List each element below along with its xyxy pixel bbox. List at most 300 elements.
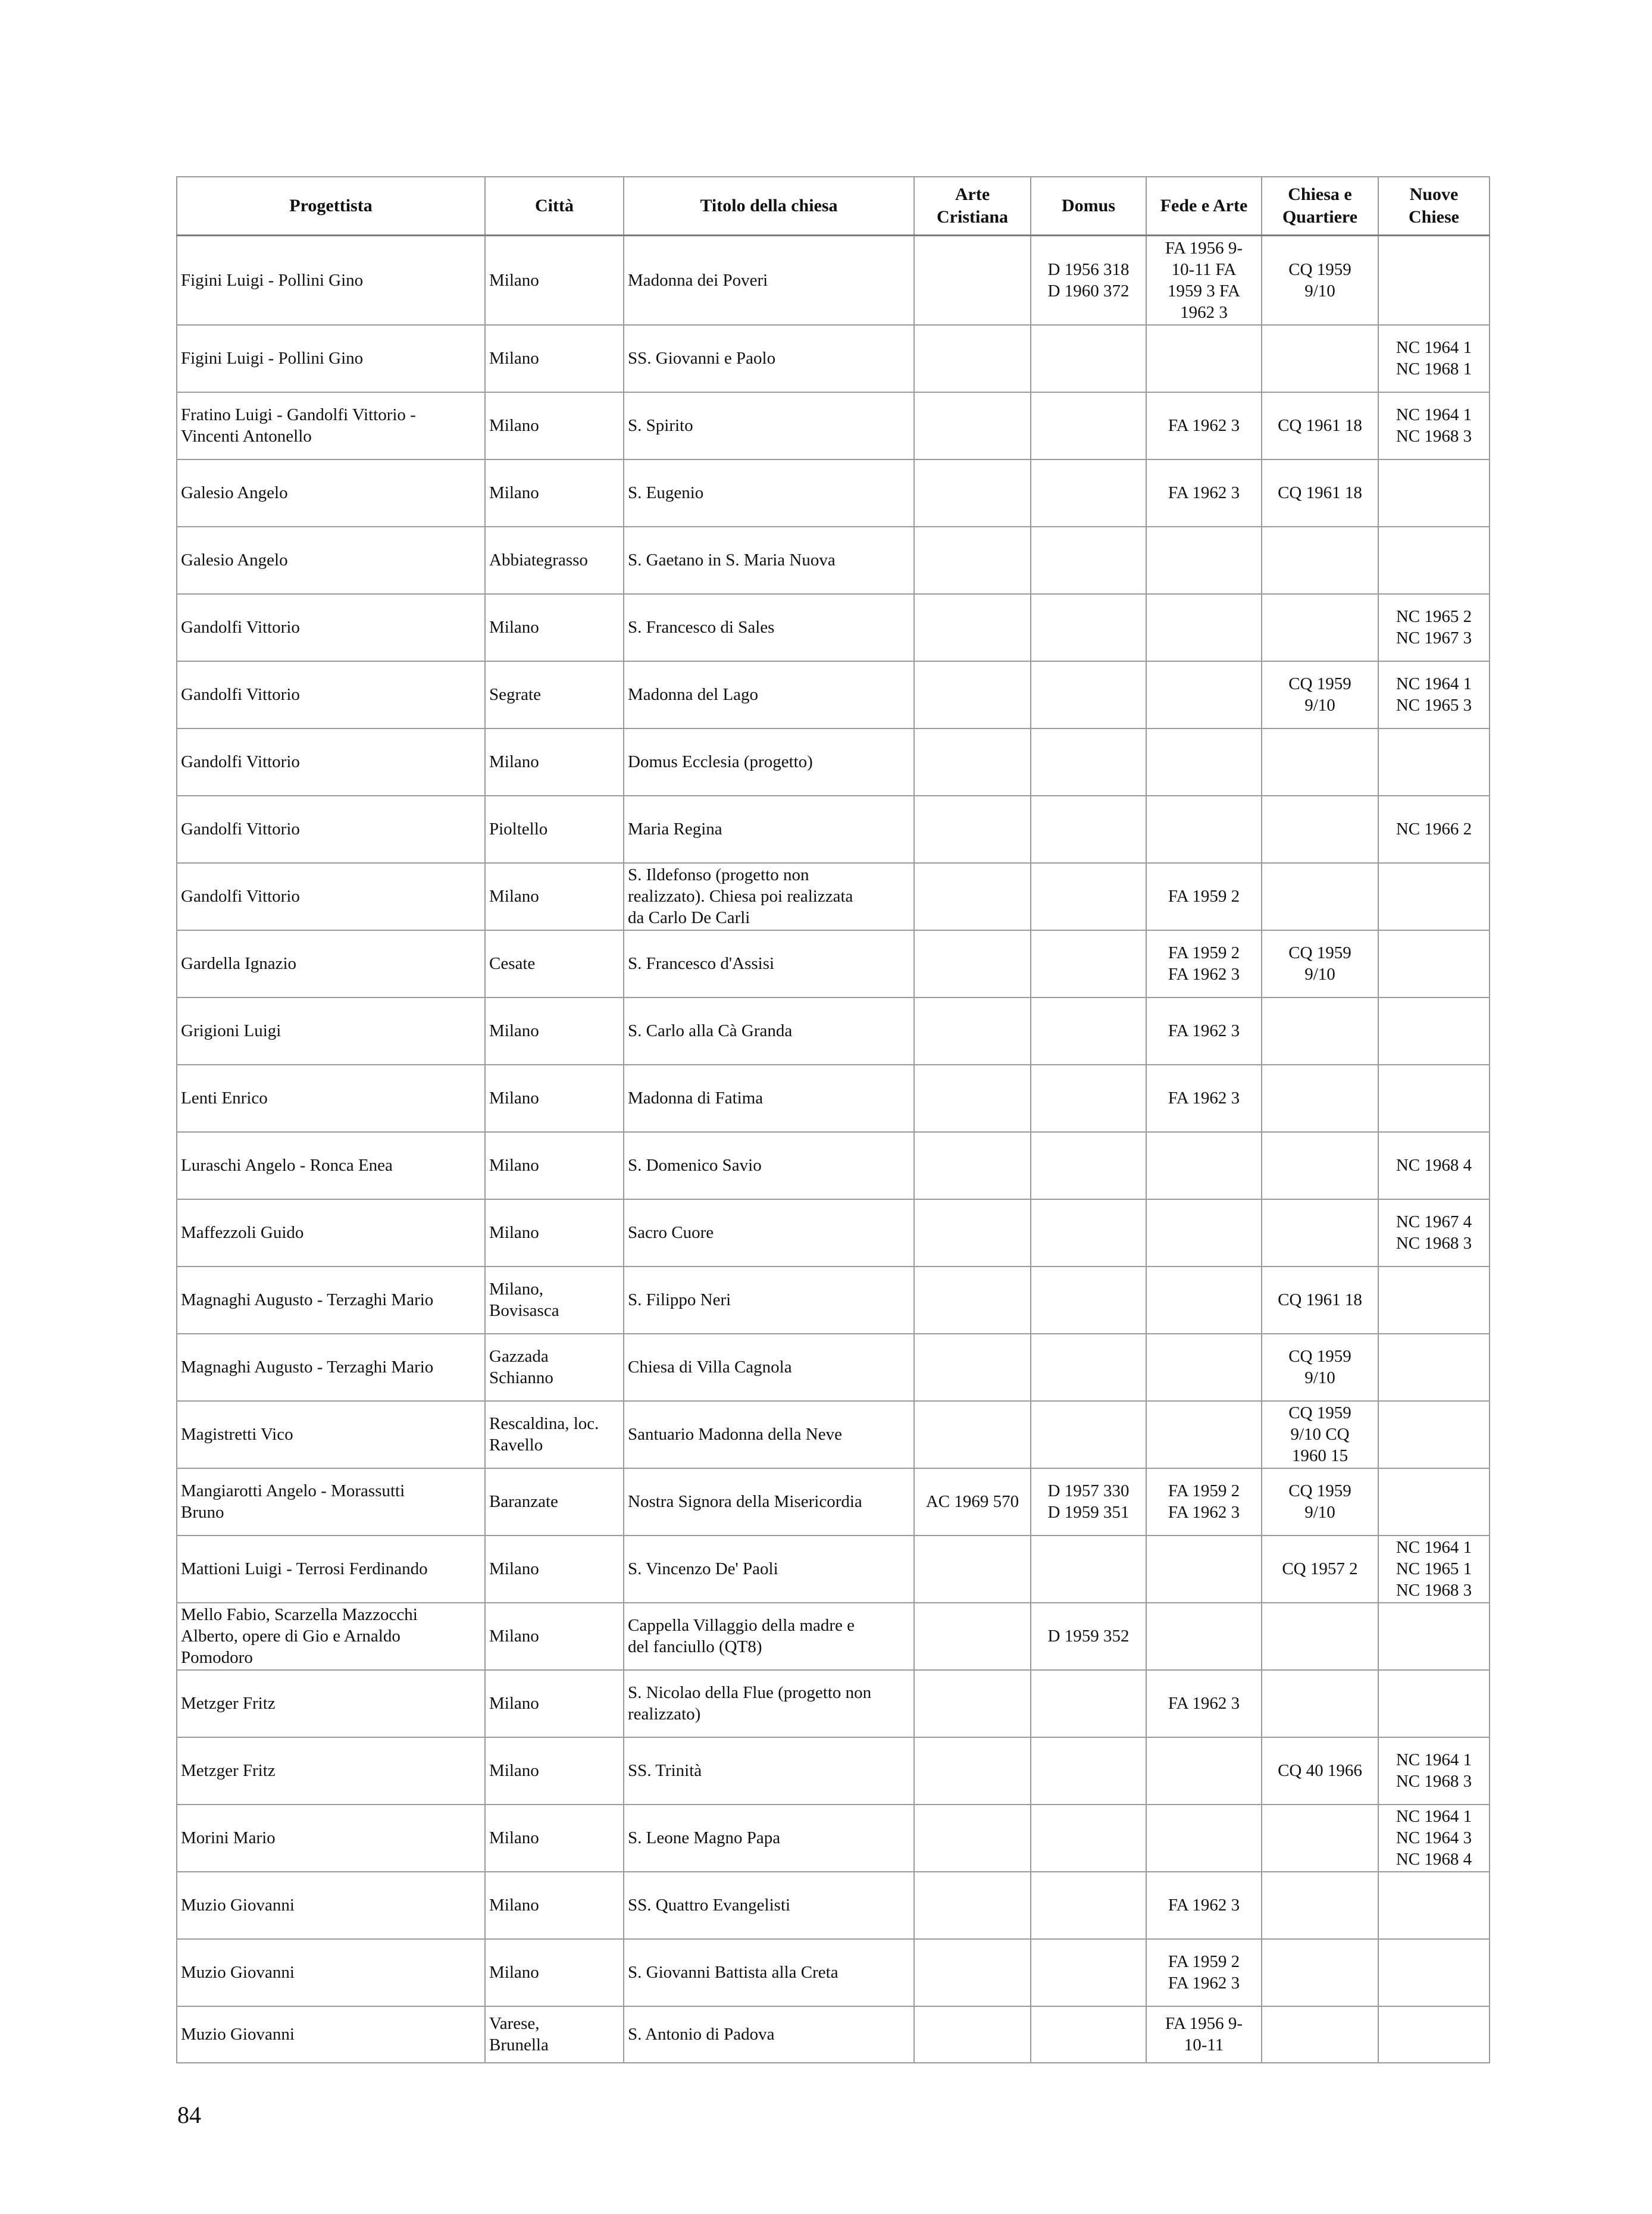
cell-text: Milano (489, 752, 539, 771)
cell-domus (1031, 1132, 1146, 1199)
table-row (177, 1199, 1490, 1267)
cell-arte-cristiana (914, 1737, 1031, 1805)
cell-nuove-chiese (1378, 527, 1490, 594)
cell-titolo (624, 1468, 914, 1536)
cell-nuove-chiese (1378, 930, 1490, 997)
cell-chiesa-e-quartiere (1262, 392, 1378, 459)
cell-text: Milano, Bovisasca (489, 1280, 559, 1320)
cell-titolo (624, 863, 914, 930)
table-row (177, 1065, 1490, 1132)
cell-titolo (624, 459, 914, 527)
cell-text: NC 1964 1 NC 1965 1 NC 1968 3 (1396, 1538, 1472, 1600)
cell-titolo (624, 392, 914, 459)
cell-text: SS. Giovanni e Paolo (628, 349, 776, 368)
cell-domus (1031, 2006, 1146, 2063)
cell-domus (1031, 1401, 1146, 1468)
cell-fede-e-arte (1146, 930, 1262, 997)
cell-text: Gandolfi Vittorio (181, 752, 300, 771)
cell-text: Cesate (489, 954, 536, 973)
cell-chiesa-e-quartiere (1262, 930, 1378, 997)
cell-arte-cristiana (914, 1536, 1031, 1603)
cell-chiesa-e-quartiere (1262, 1267, 1378, 1334)
cell-text: FA 1962 3 (1168, 1896, 1240, 1915)
cell-titolo (624, 930, 914, 997)
cell-text: Milano (489, 1963, 539, 1982)
cell-progettista (177, 1603, 485, 1670)
cell-nuove-chiese (1378, 459, 1490, 527)
cell-nuove-chiese (1378, 325, 1490, 392)
cell-text: Madonna di Fatima (628, 1089, 764, 1108)
table-row (177, 2006, 1490, 2063)
cell-citta (485, 236, 624, 325)
cell-text: S. Gaetano in S. Maria Nuova (628, 551, 836, 570)
cell-titolo (624, 997, 914, 1065)
cell-progettista (177, 1737, 485, 1805)
cell-text: FA 1962 3 (1168, 1694, 1240, 1713)
cell-fede-e-arte (1146, 1670, 1262, 1737)
cell-text: Muzio Giovanni (181, 2025, 295, 2044)
cell-chiesa-e-quartiere (1262, 1939, 1378, 2006)
table-row (177, 459, 1490, 527)
cell-citta (485, 1603, 624, 1670)
cell-domus (1031, 1603, 1146, 1670)
page-number: 84 (177, 2102, 201, 2128)
cell-nuove-chiese (1378, 1670, 1490, 1737)
table-row (177, 661, 1490, 728)
cell-arte-cristiana (914, 863, 1031, 930)
cell-text: Chiesa di Villa Cagnola (628, 1358, 792, 1377)
cell-titolo (624, 1267, 914, 1334)
cell-arte-cristiana (914, 1401, 1031, 1468)
cell-text: Milano (489, 1559, 539, 1578)
cell-titolo (624, 594, 914, 661)
cell-arte-cristiana (914, 1805, 1031, 1872)
cell-fede-e-arte (1146, 1805, 1262, 1872)
cell-arte-cristiana (914, 594, 1031, 661)
cell-titolo (624, 1334, 914, 1401)
cell-progettista (177, 459, 485, 527)
cell-domus (1031, 1805, 1146, 1872)
cell-chiesa-e-quartiere (1262, 325, 1378, 392)
cell-progettista (177, 1401, 485, 1468)
cell-progettista (177, 863, 485, 930)
cell-domus (1031, 1939, 1146, 2006)
cell-citta (485, 863, 624, 930)
cell-domus (1031, 728, 1146, 796)
cell-citta (485, 1872, 624, 1939)
cell-text: S. Ildefonso (progetto non realizzato). Chiesa poi realizzata da Carlo De Carli (628, 865, 853, 927)
cell-domus (1031, 1334, 1146, 1401)
cell-fede-e-arte (1146, 527, 1262, 594)
cell-domus (1031, 527, 1146, 594)
cell-citta (485, 527, 624, 594)
cell-arte-cristiana (914, 1939, 1031, 2006)
cell-text: NC 1968 4 (1396, 1156, 1472, 1175)
table-row (177, 1468, 1490, 1536)
cell-chiesa-e-quartiere (1262, 594, 1378, 661)
cell-text: CQ 1959 9/10 (1288, 1347, 1351, 1387)
cell-text: Milano (489, 349, 539, 368)
cell-domus (1031, 1536, 1146, 1603)
cell-text: D 1956 318 D 1960 372 (1047, 259, 1130, 301)
cell-citta (485, 1401, 624, 1468)
table-row (177, 236, 1490, 325)
cell-text: Magistretti Vico (181, 1425, 293, 1444)
table-row (177, 1670, 1490, 1737)
cell-citta (485, 1805, 624, 1872)
cell-text: Muzio Giovanni (181, 1963, 295, 1982)
cell-text: Milano (489, 1021, 539, 1040)
cell-citta (485, 661, 624, 728)
cell-text: S. Eugenio (628, 483, 704, 502)
header-domus: Domus (1031, 177, 1146, 236)
cell-citta (485, 1267, 624, 1334)
cell-text: NC 1964 1 NC 1968 1 (1396, 338, 1472, 379)
cell-text: S. Spirito (628, 416, 693, 435)
cell-text: S. Leone Magno Papa (628, 1828, 781, 1847)
cell-text: FA 1959 2 FA 1962 3 (1168, 943, 1240, 984)
table-row (177, 527, 1490, 594)
cell-citta (485, 459, 624, 527)
cell-text: Abbiategrasso (489, 551, 588, 570)
cell-progettista (177, 1132, 485, 1199)
cell-text: Pioltello (489, 820, 548, 839)
cell-fede-e-arte (1146, 1132, 1262, 1199)
cell-text: Mattioni Luigi - Terrosi Ferdinando (181, 1559, 428, 1578)
cell-text: Santuario Madonna della Neve (628, 1425, 842, 1444)
cell-fede-e-arte (1146, 1872, 1262, 1939)
cell-fede-e-arte (1146, 459, 1262, 527)
cell-nuove-chiese (1378, 1401, 1490, 1468)
cell-text: NC 1967 4 NC 1968 3 (1396, 1212, 1472, 1253)
cell-nuove-chiese (1378, 392, 1490, 459)
table-row (177, 796, 1490, 863)
cell-text: Madonna dei Poveri (628, 270, 768, 290)
cell-chiesa-e-quartiere (1262, 527, 1378, 594)
cell-text: CQ 1959 9/10 (1288, 1481, 1351, 1522)
cell-domus (1031, 325, 1146, 392)
cell-chiesa-e-quartiere (1262, 1065, 1378, 1132)
cell-text: NC 1964 1 NC 1968 3 (1396, 405, 1472, 446)
cell-text: CQ 1961 18 (1278, 483, 1362, 502)
cell-titolo (624, 1065, 914, 1132)
cell-text: D 1957 330 D 1959 351 (1047, 1481, 1130, 1522)
cell-text: Baranzate (489, 1492, 558, 1511)
cell-chiesa-e-quartiere (1262, 1132, 1378, 1199)
cell-citta (485, 1468, 624, 1536)
cell-domus (1031, 236, 1146, 325)
cell-progettista (177, 1805, 485, 1872)
table-row (177, 594, 1490, 661)
cell-titolo (624, 2006, 914, 2063)
cell-chiesa-e-quartiere (1262, 728, 1378, 796)
header-arte-cristiana: Arte Cristiana (914, 177, 1031, 236)
header-titolo: Titolo della chiesa (624, 177, 914, 236)
cell-chiesa-e-quartiere (1262, 1805, 1378, 1872)
cell-domus (1031, 1065, 1146, 1132)
cell-fede-e-arte (1146, 325, 1262, 392)
cell-text: NC 1965 2 NC 1967 3 (1396, 607, 1472, 648)
cell-text: Segrate (489, 685, 541, 704)
cell-arte-cristiana (914, 2006, 1031, 2063)
cell-text: FA 1956 9- 10-11 FA 1959 3 FA 1962 3 (1165, 238, 1243, 322)
cell-citta (485, 1939, 624, 2006)
cell-progettista (177, 1872, 485, 1939)
cell-text: FA 1962 3 (1168, 1021, 1240, 1040)
cell-arte-cristiana (914, 997, 1031, 1065)
table-row (177, 1872, 1490, 1939)
cell-arte-cristiana (914, 325, 1031, 392)
cell-citta (485, 2006, 624, 2063)
cell-fede-e-arte (1146, 1737, 1262, 1805)
cell-nuove-chiese (1378, 1132, 1490, 1199)
cell-progettista (177, 594, 485, 661)
cell-arte-cristiana (914, 796, 1031, 863)
cell-nuove-chiese (1378, 1603, 1490, 1670)
cell-nuove-chiese (1378, 1468, 1490, 1536)
cell-titolo (624, 661, 914, 728)
cell-text: CQ 40 1966 (1278, 1761, 1362, 1780)
cell-fede-e-arte (1146, 863, 1262, 930)
cell-text: Fratino Luigi - Gandolfi Vittorio - Vincenti Antonello (181, 405, 416, 446)
cell-text: Milano (489, 1627, 539, 1646)
cell-chiesa-e-quartiere (1262, 1334, 1378, 1401)
cell-text: Galesio Angelo (181, 551, 288, 570)
cell-fede-e-arte (1146, 2006, 1262, 2063)
cell-progettista (177, 1334, 485, 1401)
header-citta: Città (485, 177, 624, 236)
cell-chiesa-e-quartiere (1262, 1670, 1378, 1737)
cell-titolo (624, 1939, 914, 2006)
table-row (177, 728, 1490, 796)
table-body (177, 236, 1490, 2063)
cell-chiesa-e-quartiere (1262, 1401, 1378, 1468)
cell-text: Grigioni Luigi (181, 1021, 281, 1040)
cell-progettista (177, 325, 485, 392)
cell-text: FA 1962 3 (1168, 1089, 1240, 1108)
cell-progettista (177, 1670, 485, 1737)
cell-text: S. Giovanni Battista alla Creta (628, 1963, 838, 1982)
cell-nuove-chiese (1378, 796, 1490, 863)
header-chiesa-e-quartiere: Chiesa e Quartiere (1262, 177, 1378, 236)
cell-progettista (177, 997, 485, 1065)
cell-domus (1031, 930, 1146, 997)
cell-fede-e-arte (1146, 1199, 1262, 1267)
cell-text: Milano (489, 1089, 539, 1108)
cell-fede-e-arte (1146, 1267, 1262, 1334)
cell-text: FA 1959 2 (1168, 887, 1240, 906)
cell-titolo (624, 1199, 914, 1267)
cell-progettista (177, 1065, 485, 1132)
cell-text: Metzger Fritz (181, 1761, 276, 1780)
cell-text: NC 1964 1 NC 1964 3 NC 1968 4 (1396, 1807, 1472, 1869)
cell-nuove-chiese (1378, 2006, 1490, 2063)
cell-fede-e-arte (1146, 661, 1262, 728)
cell-text: Figini Luigi - Pollini Gino (181, 349, 364, 368)
cell-domus (1031, 1670, 1146, 1737)
cell-arte-cristiana (914, 1468, 1031, 1536)
cell-text: SS. Trinità (628, 1761, 702, 1780)
cell-progettista (177, 1267, 485, 1334)
cell-text: CQ 1961 18 (1278, 1290, 1362, 1309)
cell-text: Morini Mario (181, 1828, 276, 1847)
table-row (177, 1939, 1490, 2006)
cell-progettista (177, 930, 485, 997)
cell-nuove-chiese (1378, 728, 1490, 796)
cell-progettista (177, 527, 485, 594)
cell-nuove-chiese (1378, 1536, 1490, 1603)
cell-citta (485, 997, 624, 1065)
cell-citta (485, 1065, 624, 1132)
cell-text: CQ 1957 2 (1282, 1559, 1358, 1578)
table-row (177, 1737, 1490, 1805)
table-row (177, 1401, 1490, 1468)
cell-titolo (624, 1737, 914, 1805)
cell-text: Luraschi Angelo - Ronca Enea (181, 1156, 393, 1175)
cell-nuove-chiese (1378, 997, 1490, 1065)
cell-text: D 1959 352 (1047, 1627, 1130, 1646)
cell-citta (485, 1199, 624, 1267)
table-row (177, 325, 1490, 392)
cell-domus (1031, 796, 1146, 863)
cell-text: Madonna del Lago (628, 685, 759, 704)
cell-fede-e-arte (1146, 1603, 1262, 1670)
table-row (177, 1805, 1490, 1872)
cell-text: Milano (489, 1896, 539, 1915)
cell-chiesa-e-quartiere (1262, 1199, 1378, 1267)
cell-text: Figini Luigi - Pollini Gino (181, 270, 364, 290)
cell-citta (485, 1737, 624, 1805)
cell-text: Milano (489, 1761, 539, 1780)
cell-text: Cappella Villaggio della madre e del fanciullo (QT8) (628, 1616, 855, 1656)
cell-progettista (177, 2006, 485, 2063)
cell-nuove-chiese (1378, 1737, 1490, 1805)
cell-text: Milano (489, 887, 539, 906)
cell-progettista (177, 1939, 485, 2006)
cell-chiesa-e-quartiere (1262, 1737, 1378, 1805)
cell-text: Gandolfi Vittorio (181, 820, 300, 839)
table-row (177, 863, 1490, 930)
cell-text: Metzger Fritz (181, 1694, 276, 1713)
table-row (177, 1132, 1490, 1199)
cell-text: S. Antonio di Padova (628, 2025, 775, 2044)
cell-nuove-chiese (1378, 1872, 1490, 1939)
cell-titolo (624, 1670, 914, 1737)
cell-text: Milano (489, 270, 539, 290)
cell-citta (485, 594, 624, 661)
cell-text: NC 1966 2 (1396, 820, 1472, 839)
cell-fede-e-arte (1146, 997, 1262, 1065)
cell-arte-cristiana (914, 1603, 1031, 1670)
cell-fede-e-arte (1146, 1468, 1262, 1536)
cell-text: FA 1959 2 FA 1962 3 (1168, 1481, 1240, 1522)
cell-titolo (624, 527, 914, 594)
cell-titolo (624, 1401, 914, 1468)
cell-text: S. Francesco di Sales (628, 618, 775, 637)
cell-arte-cristiana (914, 236, 1031, 325)
cell-titolo (624, 236, 914, 325)
cell-text: Nostra Signora della Misericordia (628, 1492, 862, 1511)
cell-chiesa-e-quartiere (1262, 1468, 1378, 1536)
cell-arte-cristiana (914, 1334, 1031, 1401)
cell-nuove-chiese (1378, 1334, 1490, 1401)
cell-text: FA 1962 3 (1168, 483, 1240, 502)
cell-text: CQ 1959 9/10 (1288, 943, 1351, 984)
cell-domus (1031, 661, 1146, 728)
cell-progettista (177, 392, 485, 459)
cell-nuove-chiese (1378, 1065, 1490, 1132)
cell-text: Milano (489, 483, 539, 502)
cell-domus (1031, 1737, 1146, 1805)
cell-titolo (624, 1872, 914, 1939)
cell-fede-e-arte (1146, 392, 1262, 459)
cell-arte-cristiana (914, 1199, 1031, 1267)
cell-text: S. Nicolao della Flue (progetto non realizzato) (628, 1683, 872, 1724)
cell-chiesa-e-quartiere (1262, 236, 1378, 325)
cell-chiesa-e-quartiere (1262, 661, 1378, 728)
cell-text: NC 1964 1 NC 1968 3 (1396, 1750, 1472, 1791)
cell-chiesa-e-quartiere (1262, 1872, 1378, 1939)
cell-titolo (624, 1805, 914, 1872)
cell-fede-e-arte (1146, 1401, 1262, 1468)
cell-text: CQ 1959 9/10 CQ 1960 15 (1288, 1403, 1351, 1465)
cell-domus (1031, 1468, 1146, 1536)
cell-titolo (624, 728, 914, 796)
cell-text: NC 1964 1 NC 1965 3 (1396, 674, 1472, 715)
cell-text: Gandolfi Vittorio (181, 887, 300, 906)
cell-arte-cristiana (914, 527, 1031, 594)
cell-text: S. Domenico Savio (628, 1156, 762, 1175)
cell-fede-e-arte (1146, 594, 1262, 661)
cell-arte-cristiana (914, 1670, 1031, 1737)
cell-text: S. Carlo alla Cà Granda (628, 1021, 793, 1040)
cell-chiesa-e-quartiere (1262, 459, 1378, 527)
cell-text: Gandolfi Vittorio (181, 685, 300, 704)
cell-text: FA 1962 3 (1168, 416, 1240, 435)
cell-domus (1031, 1267, 1146, 1334)
cell-text: CQ 1959 9/10 (1288, 674, 1351, 715)
cell-text: Magnaghi Augusto - Terzaghi Mario (181, 1358, 434, 1377)
cell-titolo (624, 325, 914, 392)
cell-titolo (624, 796, 914, 863)
cell-arte-cristiana (914, 459, 1031, 527)
cell-progettista (177, 661, 485, 728)
cell-progettista (177, 796, 485, 863)
cell-text: Varese, Brunella (489, 2014, 549, 2054)
cell-titolo (624, 1603, 914, 1670)
cell-nuove-chiese (1378, 1199, 1490, 1267)
cell-nuove-chiese (1378, 1805, 1490, 1872)
cell-chiesa-e-quartiere (1262, 796, 1378, 863)
cell-arte-cristiana (914, 930, 1031, 997)
cell-fede-e-arte (1146, 796, 1262, 863)
cell-chiesa-e-quartiere (1262, 2006, 1378, 2063)
cell-text: Lenti Enrico (181, 1089, 268, 1108)
cell-text: Milano (489, 1694, 539, 1713)
cell-citta (485, 392, 624, 459)
cell-text: Milano (489, 1156, 539, 1175)
cell-nuove-chiese (1378, 863, 1490, 930)
cell-nuove-chiese (1378, 1939, 1490, 2006)
table-row (177, 997, 1490, 1065)
cell-titolo (624, 1536, 914, 1603)
cell-text: CQ 1961 18 (1278, 416, 1362, 435)
cell-text: Mello Fabio, Scarzella Mazzocchi Alberto, opere di Gio e Arnaldo Pomodoro (181, 1605, 418, 1667)
cell-fede-e-arte (1146, 1536, 1262, 1603)
cell-progettista (177, 236, 485, 325)
cell-arte-cristiana (914, 1065, 1031, 1132)
cell-text: Sacro Cuore (628, 1223, 714, 1242)
